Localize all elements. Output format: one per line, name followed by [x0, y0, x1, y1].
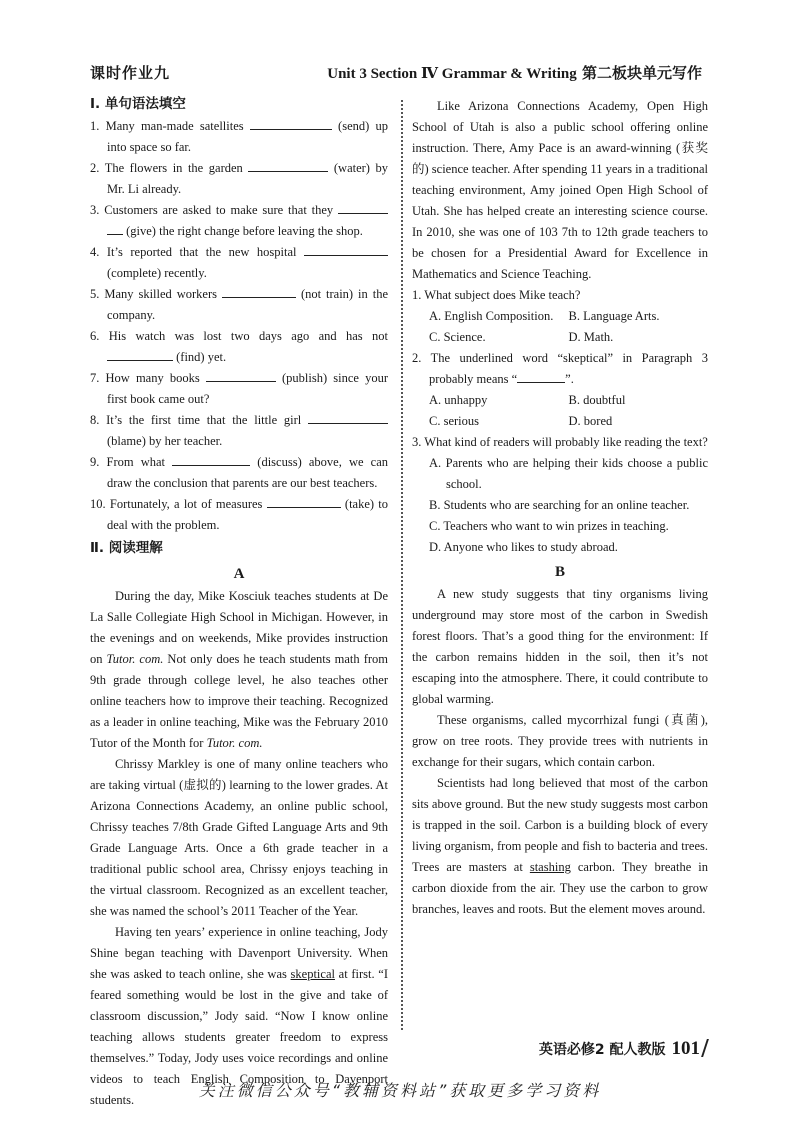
answer-blank[interactable]	[107, 347, 173, 361]
lesson-title: 课时作业九	[90, 64, 171, 82]
reading-question-1-options	[412, 306, 708, 348]
answer-blank[interactable]	[308, 410, 388, 424]
answer-blank[interactable]	[267, 494, 341, 508]
option[interactable]: B. Language Arts.	[568, 309, 660, 323]
option[interactable]: B. Students who are searching for an online teacher.	[429, 498, 690, 512]
reading-question-1: 1. What subject does Mike teach?	[412, 288, 581, 302]
answer-blank[interactable]	[248, 158, 328, 172]
option[interactable]: D. Anyone who likes to study abroad.	[429, 540, 618, 554]
option[interactable]: A. unhappy	[429, 393, 488, 407]
section2-title: Ⅱ. 阅读理解	[90, 540, 163, 556]
passage-a-title: A	[233, 566, 245, 582]
question-8: 8. It’s the first time that the little girl (blame) by her teacher.	[90, 410, 388, 452]
book-name: 英语必修2 配人教版	[538, 1042, 666, 1058]
option[interactable]: D. bored	[568, 414, 613, 428]
underlined-word: skeptical	[290, 967, 335, 981]
question-2: 2. The flowers in the garden (water) by Mr. Li already.	[90, 158, 388, 200]
reading-question-3: 3. What kind of readers will probably like reading the text?	[412, 435, 708, 449]
passage-a-paragraph-2: Chrissy Markley is one of many online teachers who are taking virtual (虚拟的) learning to the lower grades. At Arizona Connections Academy, an online public school, Chrissy teaches 7/8th Grade Gifted Language Arts and 9th Grade Language Arts. Once a 6th grade teacher in a traditional public school area, Chrissy enjoys teaching in the virtual classroom. Recognized as an excellent teacher, she was named the school’s 2011 Teacher of the Year.	[90, 757, 388, 918]
slash-mark	[701, 1039, 709, 1057]
left-column	[90, 92, 388, 1111]
passage-a-paragraph-4: Like Arizona Connections Academy, Open High School of Utah is also a public school offering online instruction. There, Amy Pace is an award-winning (获奖的) science teacher. After spending 11 years in a traditional teaching environment, Amy joined Open High School of Utah. She has helped create an interesting science course. In 2010, she was one of 103 7th to 12th grade teachers to be chosen for a Presidential Award for Excellence in Mathematics and Science Teaching.	[412, 99, 708, 281]
footer-note: 关注微信公众号“教辅资料站”获取更多学习资料	[198, 1081, 602, 1100]
option[interactable]: C. serious	[429, 414, 479, 428]
unit-heading-cn: 第二板块单元写作	[576, 64, 702, 82]
answer-blank[interactable]	[304, 242, 388, 256]
answer-blank[interactable]	[517, 369, 565, 383]
underlined-word: stashing	[529, 860, 571, 874]
question-5: 5. Many skilled workers (not train) in the company.	[90, 284, 388, 326]
reading-question-2: 2. The underlined word “skeptical” in Paragraph 3 probably means “ ”.	[412, 351, 708, 386]
option[interactable]: D. Math.	[568, 330, 614, 344]
passage-a-paragraph-3: Having ten years’ experience in online teaching, Jody Shine began teaching with Davenport University. When she was asked to teach online, she was skeptical at first. “I feared something would be lost in the give and take of classroom discussion,” Jody said. “Now I know online teaching allows students greater freedom to express themselves.” Today, Jody uses voice recordings and online videos to teach English Composition to Davenport students.	[90, 925, 389, 1107]
section1-title: Ⅰ. 单句语法填空	[90, 96, 186, 112]
answer-blank[interactable]	[172, 452, 250, 466]
answer-blank[interactable]	[222, 284, 296, 298]
passage-b-paragraph-3: Scientists had long believed that most of the carbon sits above ground. But the new study suggests most carbon is trapped in the soil. Carbon is a building block of every living organism, from people and fish to bacteria and trees. Trees are masters at stashing carbon. They breathe in carbon dioxide from the air. They use the carbon to grow branches, leaves and roots. But the element moves around.	[412, 776, 708, 916]
page-number: 101	[671, 1038, 700, 1059]
reading-question-2-options	[412, 390, 708, 432]
passage-b-paragraph-1: A new study suggests that tiny organisms living underground may store most of the carbon in Swedish forest floors. That’s a good thing for the environment: If the carbon remains hidden in the soil, then it’s not escaping into the atmosphere. There, it could contribute to global warming.	[412, 587, 708, 706]
question-9: 9. From what (discuss) above, we can draw the conclusion that parents are our best teachers.	[90, 452, 388, 494]
option[interactable]: A. English Composition.	[429, 309, 554, 323]
option[interactable]: B. doubtful	[568, 393, 626, 407]
answer-blank[interactable]	[338, 200, 388, 214]
question-10: 10. Fortunately, a lot of measures (take) to deal with the problem.	[90, 494, 388, 536]
column-divider	[401, 100, 403, 1030]
book-badge	[539, 1038, 706, 1060]
right-column	[412, 96, 708, 920]
unit-heading	[327, 62, 702, 83]
question-7: 7. How many books (publish) since your first book came out?	[90, 368, 388, 410]
option[interactable]: C. Science.	[429, 330, 486, 344]
question-4: 4. It’s reported that the new hospital (complete) recently.	[90, 242, 388, 284]
option[interactable]: C. Teachers who want to win prizes in teaching.	[429, 519, 669, 533]
answer-blank[interactable]	[206, 368, 276, 382]
passage-a-paragraph-1: During the day, Mike Kosciuk teaches students at De La Salle Collegiate High School in Michigan. However, in the evenings and on weekends, Mike provides instruction on Tutor. com. Not only does he teach students math from 9th grade through college level, he also teaches other online teachers how to improve their teaching. Recognized as a leader in online teaching, Mike was the February 2010 Tutor of the Month for Tutor. com.	[90, 589, 388, 750]
question-3: 3. Customers are asked to make sure that they (give) the right change before leaving the shop.	[90, 200, 388, 242]
question-6: 6. His watch was lost two days ago and has not (find) yet.	[90, 329, 388, 364]
answer-blank[interactable]	[250, 116, 332, 130]
option[interactable]: A. Parents who are helping their kids choose a public school.	[429, 456, 708, 491]
question-1: 1. Many man-made satellites (send) up into space so far.	[90, 116, 388, 158]
unit-heading-en: Unit 3 Section Ⅳ Grammar & Writing	[327, 66, 577, 82]
passage-b-title: B	[554, 564, 565, 580]
answer-blank[interactable]	[107, 221, 123, 235]
passage-b-paragraph-2: These organisms, called mycorrhizal fungi (真菌), grow on tree roots. They provide trees with nutrients in exchange for their sugars, which contain carbon.	[412, 713, 708, 769]
